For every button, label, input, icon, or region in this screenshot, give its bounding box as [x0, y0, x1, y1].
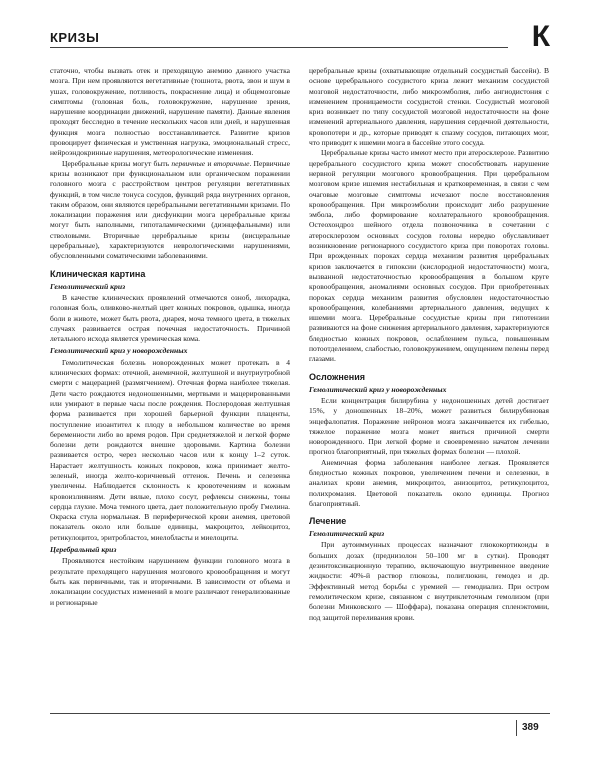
section-heading-treatment: Лечение [309, 516, 347, 527]
right-column [309, 66, 549, 623]
subheading-hemolytic-crisis-newborn: Гемолитический криз у новорожденных [50, 346, 188, 356]
text-run: и [205, 158, 214, 168]
section-heading-clinical-picture: Клиническая картина [50, 268, 146, 279]
section-heading-complications: Осложнения [309, 371, 366, 382]
term-secondary: вторичные [213, 158, 250, 168]
section-letter: К [531, 20, 550, 53]
paragraph: При аутоиммунных процессах назначают глюкокортикоиды в больших дозах (преднизолон 50–100 мг в сутки). Проводят дезинтоксикационную терапию, включающую внутривенное введение жидкости: 40%-й раствор глюкозы, полиглюкин, гемодез и др. Эффективный метод борьбы с уремией — гемодиализ. При остром гемолитическом кризе, связанном с внутриклеточным гемолизом (при болезни Минковского — Шоффара), показана операция спленэктомии, под защитой переливания крови. [309, 540, 549, 622]
paragraph-crisis-types [50, 159, 290, 262]
subheading-hemolytic-crisis: Гемолитический криз [309, 529, 385, 539]
header-rule [50, 47, 508, 48]
subheading-hemolytic-crisis-newborn: Гемолитический криз у новорожденных [309, 384, 447, 394]
term-primary: первичные [171, 158, 206, 168]
page-number: 389 [522, 722, 539, 733]
paragraph: В качестве клинических проявлений отмечаются озноб, лихорадка, головная боль, оливково-желтый цвет кожных покровов, одышка, иногда боли в животе, может быть рвота, диарея, моча темного цвета, в тяжелых случаях развивается острая почечная недостаточность. Причиной летального исхода является уремическая кома. [50, 292, 290, 344]
paragraph: Анемичная форма заболевания наиболее легкая. Проявляется бледностью кожных покровов, увеличением печени и селезенки, в анализах крови анемия, микроцитоз, анизоцитоз, ретикулоцитоз, полихромазия. Цветовой показатель около единицы. Прогноз благоприятный. [309, 457, 549, 508]
running-title: КРИЗЫ [50, 30, 100, 45]
paragraph: Проявляются нестойким нарушением функции головного мозга в результате преходящего нарушения мозгового кровообращения и могут быть как первичными, так и вторичными. В зависимости от объема и локализации сосудистых изменений в мозге различают генерализованные и регионарные [50, 556, 290, 607]
footer-rule [50, 713, 550, 714]
paragraph: статочно, чтобы вызвать отек и преходящую анемию данного участка мозга. При нем проявляются вегетативные (тошнота, рвота, звон и шум в ушах, головокружение, потливость, покраснение лица) и общемозговые симптомы (головная боль, головокружение, нарушение зрения, нарушение координации движений, нарушение памяти). Данные явления проходят бесследно в течение нескольких часов или дней, и нарушенная функция мозга полностью восстанавливается. Развитие кризов провоцирует физическая и умственная нагрузка, эмоциональный стресс, нейроэндокринные нарушения, метеорологические изменения. [50, 66, 290, 158]
running-header [50, 20, 550, 54]
text-run: Церебральные кризы могут быть [62, 158, 172, 168]
subheading-hemolytic-crisis: Гемолитический криз [50, 281, 126, 291]
paragraph: церебральные кризы (охватывающие отдельный сосудистый бассейн). В основе церебрального сосудистого криза лежит механизм сосудистой мозговой недостаточности, либо микроэмболия, либо ангиодистония с изменением проницаемости сосудистой стенки. Сосудистый мозговой криз возникает по типу сосудистой мозговой недостаточности на фоне изменений артериального давления, нарушения сердечной деятельности, кровопотери и др., которые приводят к спазму сосудов, питающих мозг, что приводит к ишемии мозга в бассейне этого сосуда. [309, 66, 549, 148]
text-run: . Первичные кризы возникают при функциональном или органическом поражении головного мозга с расстройством центров регуляции вегетативных функций, в том числе тонуса сосудов, функций ряда внутренних органов, таким образом, они являются церебральными вегетативными кризами. По локализации поражения или дисфункции мозга церебральные кризы могут быть наполными, гипоталамическими (диэнцефальными) или стволовыми. Вторичные церебральные кризы (висцеральные церебральные), характеризуются неврологическими нарушениями, обусловленными соматическими заболеваниями. [50, 158, 290, 261]
left-column [50, 66, 290, 608]
paragraph: Церебральные кризы часто имеют место при атеросклерозе. Развитию церебрального сосудистого криза может способствовать нарушение нервной регуляции мозгового кровообращения. При церебральном мозговом кризе ишемия нестабильная и кратковременная, в связи с чем очаговые мозговые симптомы исчезают после восстановления кровообращения. При микроэмболии происходит либо разрушение эмбола, либо формирование коллатерального кровообращения. Остеохондроз шейного отдела позвоночника в сочетании с атеросклерозом основных сосудов головы нередко обуславливает возникновение регионарного сосудистого криза при поворотах головы. При врожденных пороках сердца механизм развития церебральных кризов заключается в гипоксии (кислородной недостаточности) мозга, вызванной недостаточностью кровообращения в большом круге кровообращения, аномалиями основных сосудов. При приобретенных пороках сердца механизм развития обусловлен недостаточностью кровообращения, колебаниями артериального давления, ведущих к ишемии мозга. Церебральные сосудистые кризы при гипотензии развиваются на фоне снижения артериального давления, характеризуются бледностью кожных покровов, ослаблением пульса, повышенным потоотделением, слабостью, головокружением, ощущением пелены перед глазами. [309, 148, 549, 364]
subheading-cerebral-crisis: Церебральный криз [50, 545, 117, 555]
paragraph: Гемолитическая болезнь новорожденных может протекать в 4 клинических формах: отечной, анемичной, желтушной и внутриутробной смерти с мацерацией (размягчением). Отечная форма наиболее тяжелая. Дети часто рождаются недоношенными, мертвыми и мацерированными или умирают в первые часы после рождения. Послеродовая желтушная форма развивается при хорошей барьерной функции плаценты, поступление изоантител к плоду в небольшом количестве во время беременности либо во время родов. При среднетяжелой и легкой форме болезни дети рождаются внешне здоровыми. Картина болезни развивается остро, через несколько часов или к концу 1–2 суток. Нарастает желтушность кожных покровов, кожа принимает желто-зеленый, иногда желто-коричневый оттенок. Печень и селезенка увеличены. Наблюдается склонность к кровотечениям и кожным кровоизлияниям. Дети вялые, плохо сосут, рефлексы снижены, тоны сердца глухие. Моча темного цвета, дает положительную пробу Гмелина. Окраска стула нормальная. В периферической крови анемия, цветовой показатель около или больше единицы, макроцитоз, лейкоцитоз, ретикулоцитоз, эритробластоз, миелобласты и миелоциты. [50, 357, 290, 542]
paragraph: Если концентрация билирубина у недоношенных детей достигает 15%, у доношенных 18–20%, может развиться билирубиновая энцефалопатия. Поражение нейронов мозга заканчивается их гибелью, тяжелое поражение мозга может явиться причиной смерти новорожденного. При легкой форме и своевременно начатом лечении прогноз благоприятный, при тяжелых формах болезни — плохой. [309, 395, 549, 457]
